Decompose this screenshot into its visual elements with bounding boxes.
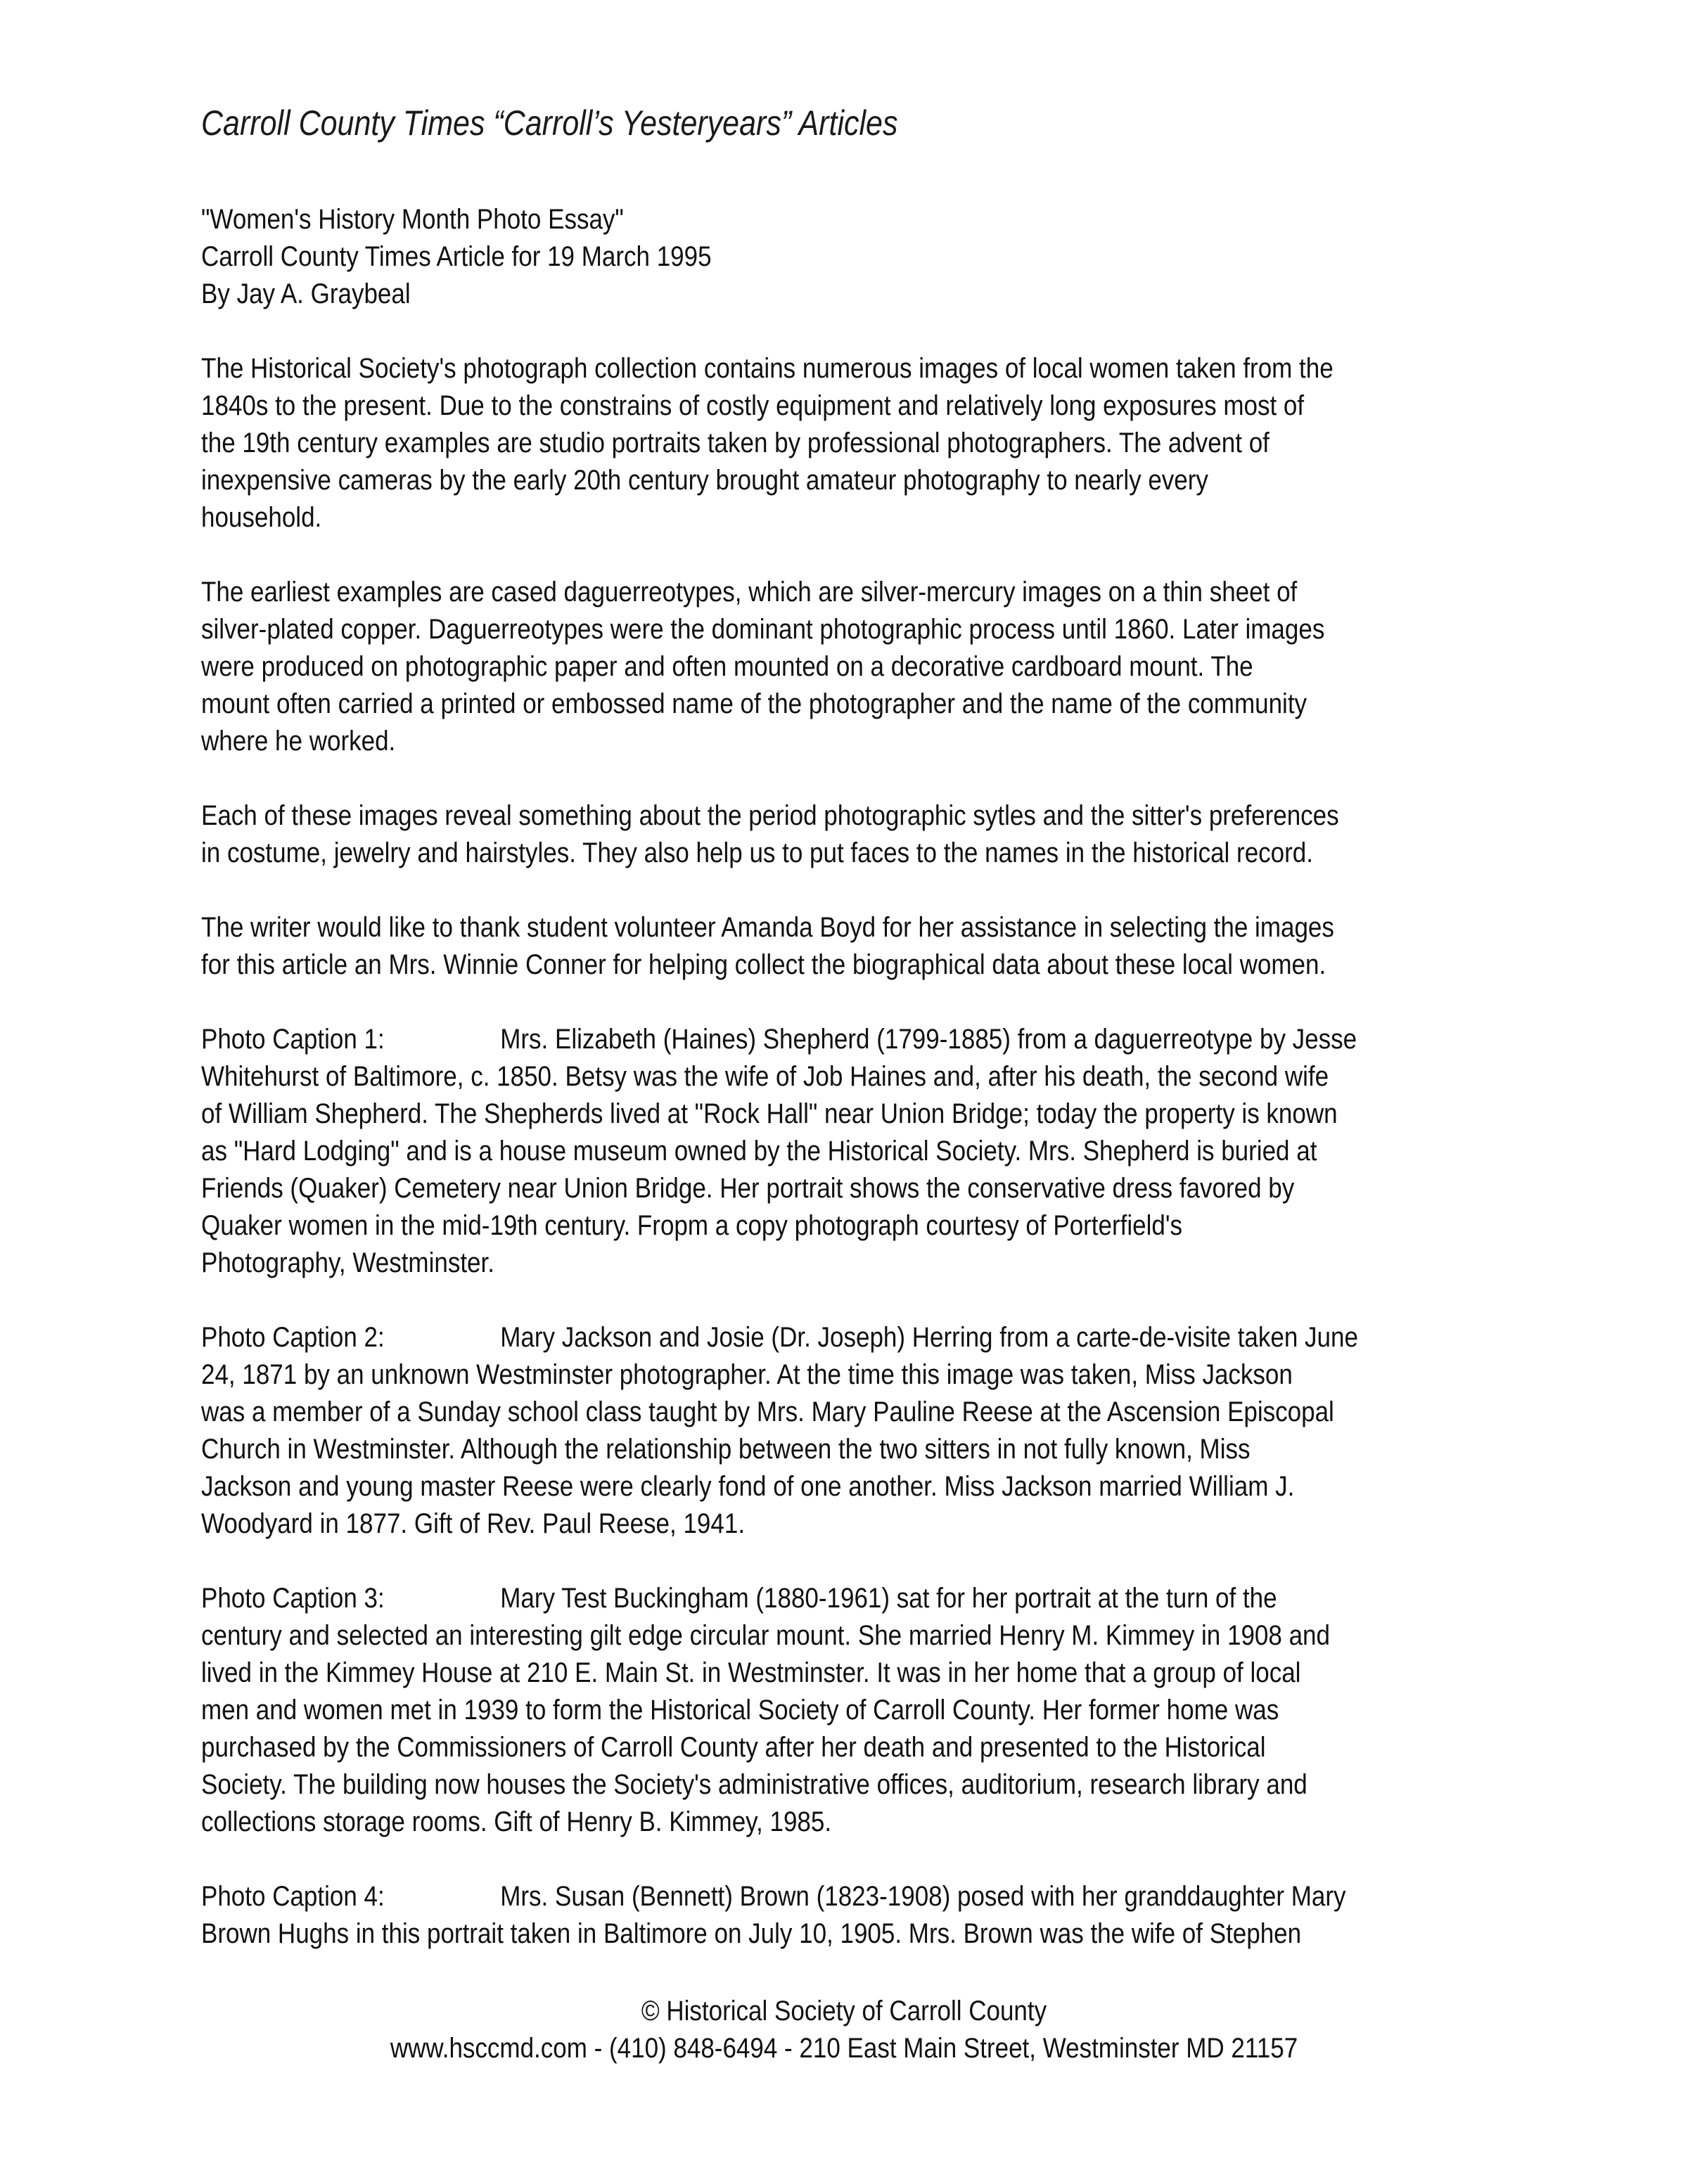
photo-caption-2 (201, 1319, 1358, 1543)
caption-line: Whitehurst of Baltimore, c. 1850. Betsy was the wife of Job Haines and, after his death, the second wife (201, 1061, 1329, 1092)
caption-line: collections storage rooms. Gift of Henry B. Kimmey, 1985. (201, 1806, 832, 1837)
paragraph-line: in costume, jewelry and hairstyles. They also help us to put faces to the names in the historical record. (201, 837, 1313, 868)
caption-line: Church in Westminster. Although the relationship between the two sitters in not fully known, Miss (201, 1434, 1251, 1465)
caption-line: 24, 1871 by an unknown Westminster photographer. At the time this image was taken, Miss Jackson (201, 1359, 1293, 1390)
paragraph-line: were produced on photographic paper and often mounted on a decorative cardboard mount. The (201, 651, 1253, 682)
paragraph-line: the 19th century examples are studio portraits taken by professional photographers. The advent of (201, 428, 1270, 458)
caption-line: as "Hard Lodging" and is a house museum owned by the Historical Society. Mrs. Shepherd is buried at (201, 1136, 1317, 1167)
paragraph-gap (201, 760, 1358, 797)
photo-caption-1 (201, 1021, 1358, 1282)
caption-line: Photography, Westminster. (201, 1247, 494, 1278)
photo-caption-4 (201, 1878, 1358, 1953)
paragraph-2 (201, 574, 1358, 760)
paragraph-4 (201, 909, 1358, 984)
caption-label: Photo Caption 2: (201, 1322, 385, 1353)
paragraph-line: mount often carried a printed or embossed name of the photographer and the name of the community (201, 688, 1307, 719)
paragraph-line: where he worked. (201, 726, 396, 757)
paragraph-gap (201, 313, 1358, 350)
page-footer (0, 1993, 1688, 2067)
byline: By Jay A. Graybeal (201, 278, 411, 309)
article-body (201, 201, 1358, 1953)
caption-line (201, 1319, 1358, 1356)
paragraph-gap (201, 984, 1358, 1021)
series-title: Carroll County Times “Carroll’s Yesteryears” Articles (201, 103, 898, 143)
caption-line: purchased by the Commissioners of Carroll County after her death and presented to the Historical (201, 1732, 1266, 1763)
paragraph-line: silver-plated copper. Daguerreotypes were the dominant photographic process until 1860. Later images (201, 614, 1325, 645)
caption-line: men and women met in 1939 to form the Historical Society of Carroll County. Her former home was (201, 1695, 1279, 1726)
caption-label: Photo Caption 1: (201, 1024, 385, 1055)
caption-line: Quaker women in the mid-19th century. Fropm a copy photograph courtesy of Porterfield's (201, 1210, 1183, 1241)
caption-line (201, 1580, 1358, 1617)
caption-line: Friends (Quaker) Cemetery near Union Bridge. Her portrait shows the conservative dress favored by (201, 1173, 1295, 1204)
caption-line: Woodyard in 1877. Gift of Rev. Paul Reese, 1941. (201, 1508, 746, 1539)
photo-caption-3 (201, 1580, 1358, 1841)
caption-line: of William Shepherd. The Shepherds lived at "Rock Hall" near Union Bridge; today the property is known (201, 1098, 1338, 1129)
footer-contact: www.hsccmd.com - (410) 848-6494 - 210 East Main Street, Westminster MD 21157 (390, 2033, 1298, 2064)
paragraph-line: for this article an Mrs. Winnie Conner for helping collect the biographical data about these local women. (201, 949, 1326, 980)
caption-line: lived in the Kimmey House at 210 E. Main St. in Westminster. It was in her home that a group of local (201, 1657, 1301, 1688)
paragraph-line: The writer would like to thank student volunteer Amanda Boyd for her assistance in selecting the images (201, 912, 1334, 943)
paragraph-gap (201, 1841, 1358, 1878)
caption-text: Mrs. Elizabeth (Haines) Shepherd (1799-1885) from a daguerreotype by Jesse (500, 1024, 1357, 1055)
caption-text: Mary Jackson and Josie (Dr. Joseph) Herring from a carte-de-visite taken June (500, 1322, 1358, 1353)
paragraph-line: The Historical Society's photograph collection contains numerous images of local women taken from the (201, 353, 1334, 384)
paragraph-gap (201, 537, 1358, 574)
paragraph-1 (201, 350, 1358, 537)
paragraph-gap (201, 872, 1358, 909)
caption-label: Photo Caption 3: (201, 1583, 385, 1614)
paragraph-line: inexpensive cameras by the early 20th century brought amateur photography to nearly every (201, 465, 1208, 496)
caption-line: Jackson and young master Reese were clearly fond of one another. Miss Jackson married William J. (201, 1471, 1295, 1502)
paragraph-line: Each of these images reveal something about the period photographic sytles and the sitter's preferences (201, 800, 1339, 831)
footer-copyright: © Historical Society of Carroll County (641, 1996, 1047, 2026)
paragraph-3 (201, 797, 1358, 872)
paragraph-line: The earliest examples are cased daguerreotypes, which are silver-mercury images on a thin sheet of (201, 577, 1298, 608)
caption-line (201, 1021, 1358, 1058)
paragraph-line: household. (201, 502, 322, 533)
paragraph-gap (201, 1282, 1358, 1319)
paragraph-gap (201, 1543, 1358, 1580)
paragraph-line: 1840s to the present. Due to the constrains of costly equipment and relatively long exposures most of (201, 390, 1305, 421)
caption-line: century and selected an interesting gilt edge circular mount. She married Henry M. Kimmey in 1908 and (201, 1620, 1330, 1651)
caption-text: Mrs. Susan (Bennett) Brown (1823-1908) posed with her granddaughter Mary (500, 1881, 1346, 1912)
caption-line: Brown Hughs in this portrait taken in Baltimore on July 10, 1905. Mrs. Brown was the wife of Stephen (201, 1918, 1302, 1949)
publication-line: Carroll County Times Article for 19 March 1995 (201, 241, 712, 272)
caption-label: Photo Caption 4: (201, 1881, 385, 1912)
article-title: "Women's History Month Photo Essay" (201, 204, 624, 235)
caption-line: was a member of a Sunday school class taught by Mrs. Mary Pauline Reese at the Ascension Episcopal (201, 1396, 1334, 1427)
caption-text: Mary Test Buckingham (1880-1961) sat for her portrait at the turn of the (500, 1583, 1277, 1614)
caption-line (201, 1878, 1358, 1915)
caption-line: Society. The building now houses the Society's administrative offices, auditorium, research library and (201, 1769, 1307, 1800)
